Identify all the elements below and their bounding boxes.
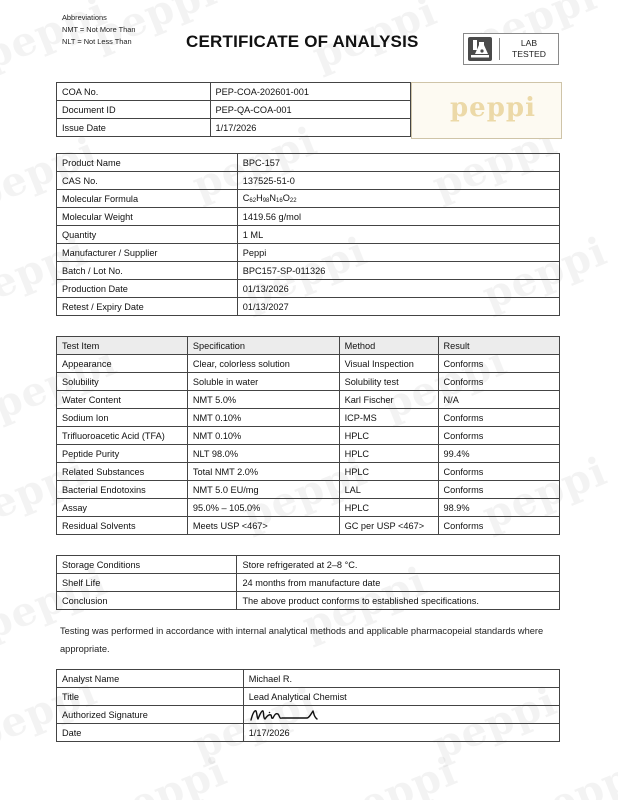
table-row <box>57 670 560 688</box>
table-cell: HPLC <box>339 427 438 445</box>
cas-label: CAS No. <box>57 172 238 190</box>
table-cell: ICP-MS <box>339 409 438 427</box>
badge-line-1: LAB <box>520 38 538 48</box>
table-cell: Soluble in water <box>187 373 339 391</box>
table-cell: Bacterial Endotoxins <box>57 481 188 499</box>
table-row <box>57 445 560 463</box>
table-cell: 98.9% <box>438 499 560 517</box>
product-name-label: Product Name <box>57 154 238 172</box>
brand-logo: peppi <box>450 93 536 123</box>
production-date-label: Production Date <box>57 280 238 298</box>
column-header: Specification <box>187 337 339 355</box>
coa-no-label: COA No. <box>57 83 211 101</box>
lab-tested-badge <box>463 33 559 65</box>
table-row <box>57 172 560 190</box>
table-cell: Meets USP <467> <box>187 517 339 535</box>
table-cell: Residual Solvents <box>57 517 188 535</box>
abbreviation-nmt: NMT = Not More Than <box>62 25 136 34</box>
table-row <box>57 83 411 101</box>
table-cell: Related Substances <box>57 463 188 481</box>
title-label: Title <box>57 688 244 706</box>
table-row <box>57 463 560 481</box>
formula-label: Molecular Formula <box>57 190 238 208</box>
column-header: Method <box>339 337 438 355</box>
product-name-value: BPC-157 <box>237 154 559 172</box>
test-results-table <box>56 336 560 535</box>
batch-value: BPC157-SP-011326 <box>237 262 559 280</box>
manufacturer-label: Manufacturer / Supplier <box>57 244 238 262</box>
table-row <box>57 409 560 427</box>
table-cell: 99.4% <box>438 445 560 463</box>
manufacturer-value: Peppi <box>237 244 559 262</box>
table-cell: Conforms <box>438 481 560 499</box>
document-id-value: PEP-QA-COA-001 <box>210 101 410 119</box>
table-cell: 95.0% – 105.0% <box>187 499 339 517</box>
table-row <box>57 101 411 119</box>
abbreviation-nlt: NLT = Not Less Than <box>62 37 132 46</box>
table-cell: Clear, colorless solution <box>187 355 339 373</box>
table-cell: Appearance <box>57 355 188 373</box>
table-cell: Solubility test <box>339 373 438 391</box>
table-cell: Total NMT 2.0% <box>187 463 339 481</box>
storage-label: Storage Conditions <box>57 556 237 574</box>
table-cell: NMT 0.10% <box>187 409 339 427</box>
badge-divider <box>499 38 500 60</box>
table-row <box>57 724 560 742</box>
table-row <box>57 373 560 391</box>
date-label: Date <box>57 724 244 742</box>
table-cell: Conforms <box>438 409 560 427</box>
table-cell: NLT 98.0% <box>187 445 339 463</box>
formula-element: H <box>256 193 263 203</box>
watermark-text <box>516 747 618 800</box>
retest-date-value: 01/13/2027 <box>237 298 559 316</box>
issue-date-label: Issue Date <box>57 119 211 137</box>
table-row <box>57 226 560 244</box>
storage-value: Store refrigerated at 2–8 °C. <box>237 556 560 574</box>
retest-date-label: Retest / Expiry Date <box>57 298 238 316</box>
table-row <box>57 280 560 298</box>
product-table <box>56 153 560 316</box>
signature-label: Authorized Signature <box>57 706 244 724</box>
formula-value <box>237 190 559 208</box>
abbreviations <box>62 12 135 48</box>
table-cell: NMT 5.0 EU/mg <box>187 481 339 499</box>
table-row <box>57 355 560 373</box>
table-row <box>57 481 560 499</box>
brand-logo-box <box>411 82 562 139</box>
formula-subscript: 98 <box>262 198 270 204</box>
conclusion-value: The above product conforms to established specifications. <box>237 592 560 610</box>
weight-label: Molecular Weight <box>57 208 238 226</box>
table-row <box>57 574 560 592</box>
table-cell: Conforms <box>438 373 560 391</box>
shelf-life-value: 24 months from manufacture date <box>237 574 560 592</box>
table-row <box>57 517 560 535</box>
conclusion-label: Conclusion <box>57 592 237 610</box>
coa-no-value: PEP-COA-202601-001 <box>210 83 410 101</box>
table-row <box>57 427 560 445</box>
table-cell: Sodium Ion <box>57 409 188 427</box>
column-header: Test Item <box>57 337 188 355</box>
table-cell: NMT 0.10% <box>187 427 339 445</box>
table-row <box>57 154 560 172</box>
cas-value: 137525-51-0 <box>237 172 559 190</box>
table-row <box>57 208 560 226</box>
formula-element: C <box>242 193 250 203</box>
badge-line-2: TESTED <box>512 49 546 59</box>
table-cell: Assay <box>57 499 188 517</box>
table-cell: N/A <box>438 391 560 409</box>
quantity-value: 1 ML <box>237 226 559 244</box>
table-cell: HPLC <box>339 499 438 517</box>
formula-subscript: 22 <box>289 198 297 204</box>
batch-label: Batch / Lot No. <box>57 262 238 280</box>
document-id-label: Document ID <box>57 101 211 119</box>
table-row <box>57 688 560 706</box>
table-cell: Peptide Purity <box>57 445 188 463</box>
table-cell: Visual Inspection <box>339 355 438 373</box>
table-row <box>57 391 560 409</box>
table-row <box>57 244 560 262</box>
formula-subscript: 62 <box>249 198 257 204</box>
testing-note: Testing was performed in accordance with internal analytical methods and applicable pharmacopeial standards where appropriate. <box>60 626 544 654</box>
date-value: 1/17/2026 <box>243 724 559 742</box>
table-cell: Conforms <box>438 517 560 535</box>
formula-element: O <box>282 193 290 203</box>
table-row <box>57 556 560 574</box>
abbreviations-heading: Abbreviations <box>62 13 107 22</box>
signature-cell <box>243 706 559 724</box>
production-date-value: 01/13/2026 <box>237 280 559 298</box>
table-row <box>57 298 560 316</box>
table-row <box>57 499 560 517</box>
document-title: CERTIFICATE OF ANALYSIS <box>186 32 419 51</box>
table-row <box>57 119 411 137</box>
formula-subscript: 16 <box>276 198 283 204</box>
analyst-label: Analyst Name <box>57 670 244 688</box>
table-cell: Conforms <box>438 463 560 481</box>
lab-flask-icon <box>467 36 493 62</box>
table-header-row <box>57 337 560 355</box>
watermark-text <box>326 747 464 800</box>
table-row <box>57 262 560 280</box>
title-value: Lead Analytical Chemist <box>243 688 559 706</box>
table-cell: Conforms <box>438 355 560 373</box>
table-row <box>57 592 560 610</box>
issue-date-value: 1/17/2026 <box>210 119 410 137</box>
table-cell: Water Content <box>57 391 188 409</box>
table-cell: Conforms <box>438 427 560 445</box>
table-cell: LAL <box>339 481 438 499</box>
table-cell: HPLC <box>339 445 438 463</box>
table-cell: Solubility <box>57 373 188 391</box>
weight-value: 1419.56 g/mol <box>237 208 559 226</box>
table-row <box>57 190 560 208</box>
watermark-text <box>96 747 234 800</box>
formula-element: N <box>269 193 277 203</box>
analyst-value: Michael R. <box>243 670 559 688</box>
table-cell: Trifluoroacetic Acid (TFA) <box>57 427 188 445</box>
table-cell: GC per USP <467> <box>339 517 438 535</box>
table-row <box>57 706 560 724</box>
table-cell: HPLC <box>339 463 438 481</box>
header-info-table <box>56 82 411 137</box>
shelf-life-label: Shelf Life <box>57 574 237 592</box>
handwritten-signature <box>249 708 321 722</box>
table-cell: Karl Fischer <box>339 391 438 409</box>
signoff-table <box>56 669 560 742</box>
badge-text <box>506 38 552 60</box>
storage-table <box>56 555 560 610</box>
quantity-label: Quantity <box>57 226 238 244</box>
table-cell: NMT 5.0% <box>187 391 339 409</box>
column-header: Result <box>438 337 560 355</box>
